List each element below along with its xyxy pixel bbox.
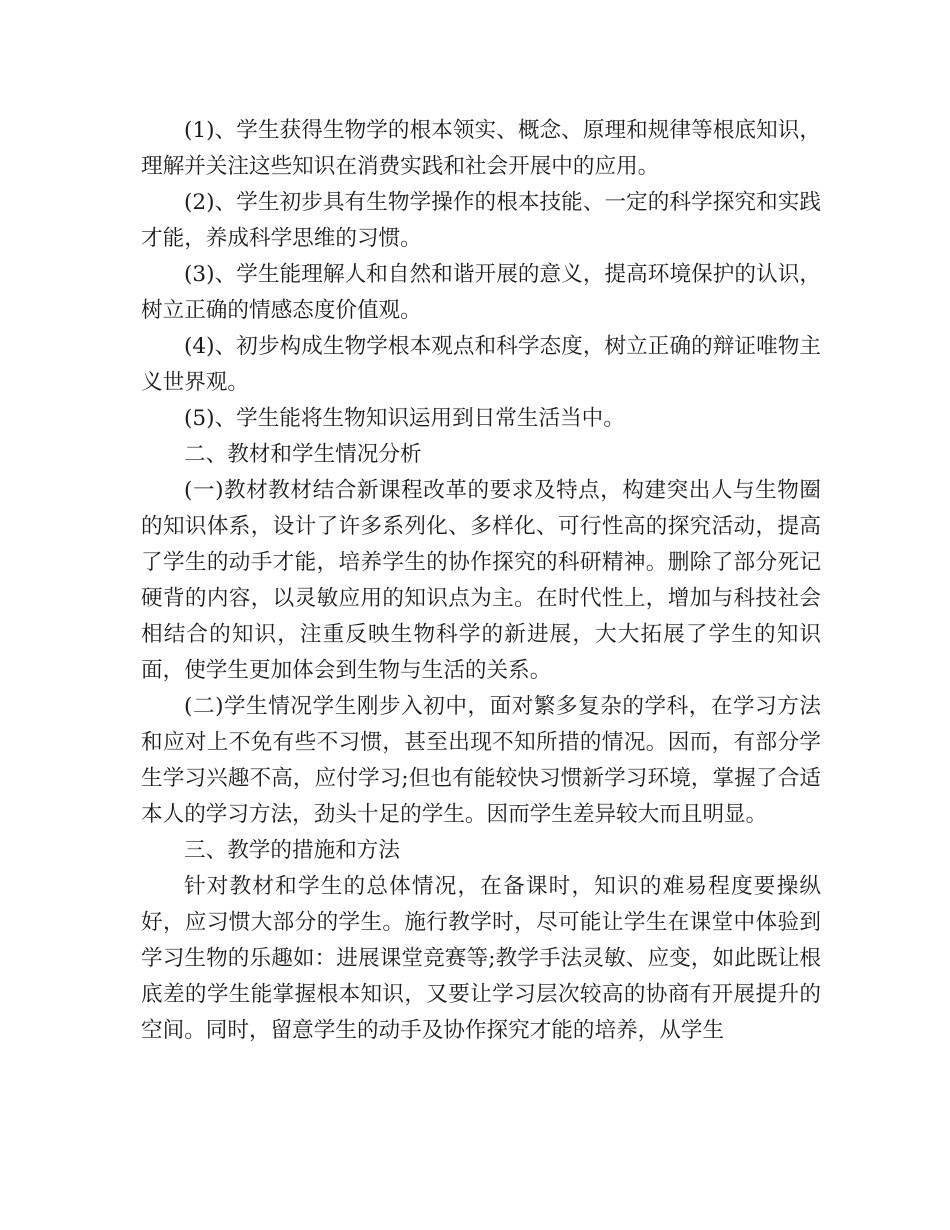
objective-paragraph-3: (3)、学生能理解人和自然和谐开展的意义，提高环境保护的认识，树立正确的情感态度价值观。 — [141, 262, 821, 323]
textbook-analysis-paragraph: (一)教材教材结合新课程改革的要求及特点，构建突出人与生物圈的知识体系，设计了许多系列化、多样化、可行性高的探究活动，提高了学生的动手才能，培养学生的协作探究的科研精神。删除了部分死记硬背的内容，以灵敏应用的知识点为主。在时代性上，增加与科技社会相结合的知识，注重反映生物科学的新进展，大大拓展了学生的知识面，使学生更加体会到生物与生活的关系。 — [141, 478, 821, 683]
document-body — [141, 113, 821, 1049]
objective-paragraph-5: (5)、学生能将生物知识运用到日常生活当中。 — [184, 406, 625, 431]
objective-paragraph-2: (2)、学生初步具有生物学操作的根本技能、一定的科学探究和实践才能，养成科学思维的习惯。 — [141, 190, 821, 251]
section-heading-analysis: 二、教材和学生情况分析 — [184, 442, 422, 467]
objective-paragraph-4: (4)、初步构成生物学根本观点和科学态度，树立正确的辩证唯物主义世界观。 — [141, 334, 821, 395]
methods-paragraph: 针对教材和学生的总体情况，在备课时，知识的难易程度要操纵好，应习惯大部分的学生。施行教学时，尽可能让学生在课堂中体验到学习生物的乐趣如：进展课堂竞赛等;教学手法灵敏、应变，如此既让根底差的学生能掌握根本知识，又要让学习层次较高的协商有开展提升的空间。同时，留意学生的动手及协作探究才能的培养，从学生 — [141, 874, 821, 1043]
section-heading-methods: 三、教学的措施和方法 — [184, 838, 400, 863]
student-analysis-paragraph: (二)学生情况学生刚步入初中，面对繁多复杂的学科，在学习方法和应对上不免有些不习惯，甚至出现不知所措的情况。因而，有部分学生学习兴趣不高，应付学习;但也有能较快习惯新学习环境，掌握了合适本人的学习方法，劲头十足的学生。因而学生差异较大而且明显。 — [141, 694, 821, 827]
objective-paragraph-1: (1)、学生获得生物学的根本领实、概念、原理和规律等根底知识，理解并关注这些知识在消费实践和社会开展中的应用。 — [141, 118, 821, 179]
